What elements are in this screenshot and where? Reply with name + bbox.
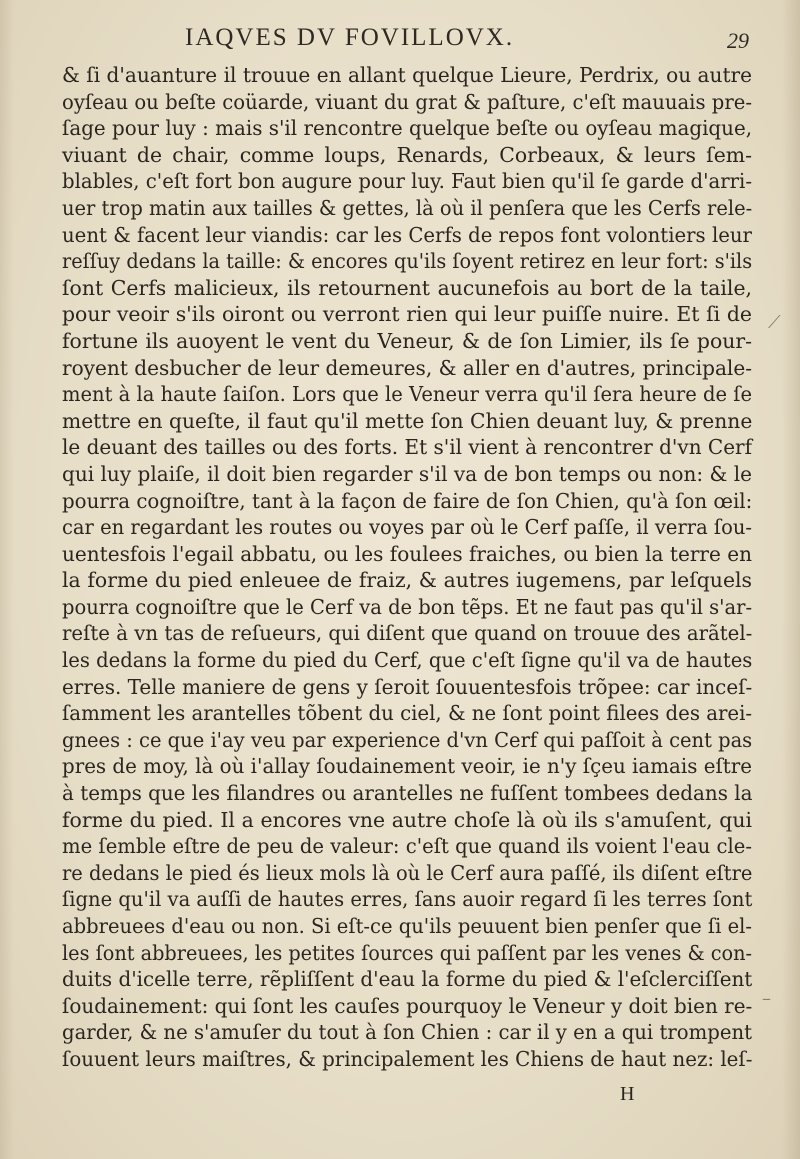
text-line: forme du pied. Il a encores vne autre choſe là où ils s'amuſent, qui bbox=[62, 807, 752, 832]
running-title: IAQVES DV FOVILLOVX. bbox=[185, 24, 515, 51]
text-line: viuant de chair, comme loups, Renards, Corbeaux, & leurs ſem- bbox=[62, 142, 752, 167]
text-line: ment à la haute ſaiſon. Lors que le Veneur verra qu'il ſera heure de ſe bbox=[62, 382, 752, 407]
text-line: reſſuy dedans la taille: & encores qu'ils ſoyent retirez en leur fort: s'ils bbox=[62, 249, 753, 274]
text-line: ſoudainement: qui ſont les cauſes pourquoy le Veneur y doit bien re- bbox=[62, 993, 753, 1018]
text-line: pourra cognoiſtre que le Cerf va de bon tẽps. Et ne faut pas qu'il s'ar- bbox=[62, 594, 753, 619]
text-line: re dedans le pied és lieux mols là où le Cerf aura paſſé, ils diſent eſtre bbox=[62, 860, 753, 885]
text-line: pour veoir s'ils oiront ou verront rien qui leur puiſſe nuire. Et ſi de bbox=[62, 302, 752, 327]
gutter-shadow bbox=[0, 0, 14, 1159]
text-line: fortune ils auoyent le vent du Veneur, & de ſon Limier, ils ſe pour- bbox=[62, 328, 752, 353]
text-line: royent desbucher de leur demeures, & aller en d'autres, principale- bbox=[62, 355, 752, 380]
text-line: ſamment les arantelles tõbent du ciel, & ne ſont point filees des arei- bbox=[62, 701, 753, 726]
signature-mark: H bbox=[620, 1083, 635, 1105]
text-line: qui luy plaiſe, il doit bien regarder s'il va de bon temps ou non: & le bbox=[62, 461, 752, 486]
folio-number: 29 bbox=[727, 28, 749, 53]
text-line: ſont Cerfs malicieux, ils retournent aucunefois au bort de la taile, bbox=[62, 275, 752, 300]
text-line: uer trop matin aux tailles & gettes, là où il penſera que les Cerfs rele- bbox=[62, 195, 753, 220]
text-line: mettre en queſte, il faut qu'il mette ſon Chien deuant luy, & prenne bbox=[62, 408, 753, 433]
text-line: duits d'icelle terre, rẽpliſſent d'eau la forme du pied & l'eſclerciſſent bbox=[62, 967, 753, 992]
text-line: abbreuees d'eau ou non. Si eſt-ce qu'ils peuuent bien penſer que ſi el- bbox=[62, 914, 752, 938]
text-line: ſigne qu'il va auſſi de hautes erres, ſans auoir regard ſi les terres ſont bbox=[62, 887, 753, 912]
text-line: reſte à vn tas de reſueurs, qui diſent que quand on trouue des arãtel- bbox=[62, 621, 753, 646]
text-line: & ſi d'auanture il trouue en allant quelque Lieure, Perdrix, ou autre bbox=[62, 63, 752, 87]
text-line: oyſeau ou beſte coüarde, viuant du grat & paſture, c'eſt mauuais pre- bbox=[62, 89, 752, 114]
page-edge-shadow bbox=[782, 0, 800, 1159]
margin-tick: – bbox=[762, 988, 771, 1009]
text-line: pourra cognoiſtre, tant à la façon de faire de ſon Chien, qu'à ſon œil: bbox=[62, 488, 753, 513]
text-line: gnees : ce que i'ay veu par experience d'vn Cerf qui paſſoit à cent pas bbox=[62, 727, 753, 752]
margin-tick: ⟋ bbox=[768, 312, 781, 333]
text-line: les ſont abbreuees, les petites ſources qui paſſent par les venes & con- bbox=[62, 940, 753, 965]
signature-row bbox=[0, 1083, 800, 1113]
text-line: me ſemble eſtre de peu de valeur: c'eſt que quand ils voient l'eau cle- bbox=[62, 834, 752, 859]
text-line: le deuant des tailles ou des forts. Et s'il vient à rencontrer d'vn Cerf bbox=[62, 435, 752, 460]
body-text bbox=[62, 62, 752, 1073]
text-line: garder, & ne s'amuſer du tout à ſon Chien : car il y en a qui trompent bbox=[62, 1020, 753, 1045]
text-line: ſouuent leurs maiſtres, & principalement les Chiens de haut nez: leſ- bbox=[62, 1046, 753, 1071]
text-line: à temps que les filandres ou arantelles ne fuſſent tombees dedans la bbox=[62, 781, 753, 806]
text-line: uentesfois l'egail abbatu, ou les foulees fraiches, ou bien la terre en bbox=[62, 541, 752, 566]
text-line: la forme du pied enleuee de fraiz, & autres iugemens, par leſquels bbox=[62, 568, 752, 593]
text-line: blables, c'eſt fort bon augure pour luy. Faut bien qu'il ſe garde d'arri- bbox=[62, 169, 752, 194]
text-line: car en regardant les routes ou voyes par où le Cerf paſſe, il verra ſou- bbox=[62, 515, 753, 540]
text-line: pres de moy, là où i'allay ſoudainement veoir, ie n'y ſçeu iamais eſtre bbox=[62, 754, 753, 779]
text-line: uent & facent leur viandis: car les Cerfs de repos font volontiers leur bbox=[62, 222, 752, 247]
text-line: erres. Telle maniere de gens y ſeroit ſouuentesfois trõpee: car inceſ- bbox=[62, 674, 753, 699]
text-line: les dedans la forme du pied du Cerf, que c'eſt ſigne qu'il va de hautes bbox=[62, 648, 753, 673]
text-line: ſage pour luy : mais s'il rencontre quelque beſte ou oyſeau magique, bbox=[62, 116, 753, 141]
page-header bbox=[0, 22, 800, 58]
